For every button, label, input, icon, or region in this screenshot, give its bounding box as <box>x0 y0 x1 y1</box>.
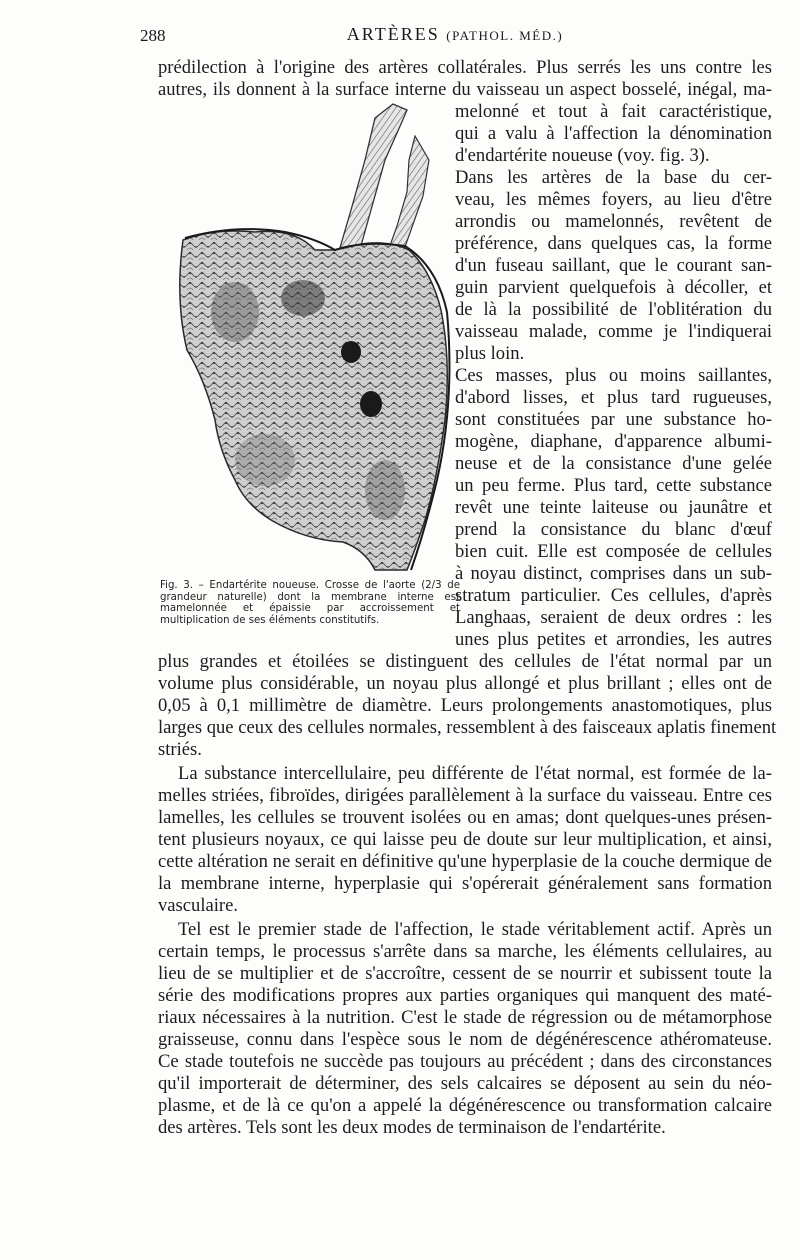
text-line: d'abord lisses, et plus tard rugueuses, <box>455 387 772 408</box>
text-line: lamelles, les cellules se trouvent isolées ou en amas; dont quelques-unes présen- <box>158 807 772 828</box>
text-line: unes plus petites et arrondies, les autres <box>455 629 772 650</box>
text-line: qui a valu à l'affection la dénomination <box>455 123 772 144</box>
text-line: plasme, et de là ce qu'on a appelé la dégénérescence ou transformation calcaire <box>158 1095 772 1116</box>
text-line: qu'il importerait de déterminer, des sels calcaires se déposent au sein du néo- <box>158 1073 772 1094</box>
text-line: neuse et de la consistance d'une gelée <box>455 453 772 474</box>
text-line: cette altération ne serait en définitive qu'une hyperplasie de la couche dermique de <box>158 851 772 872</box>
page-number: 288 <box>140 26 166 45</box>
text-line: lieu de se multiplier et de s'accroître, cessent de se nourrir et subissent toute la <box>158 963 772 984</box>
text-line: bien cuit. Elle est composée de cellules <box>455 541 772 562</box>
text-line: melonné et tout à fait caractéristique, <box>455 101 772 122</box>
text-line: larges que ceux des cellules normales, ressemblent à des faisceaux aplatis finement <box>158 717 777 738</box>
text-line: sont constituées par une substance ho- <box>455 409 772 430</box>
text-line: à noyau distinct, comprises dans un sub- <box>455 563 772 584</box>
text-line: riaux nécessaires à la nutrition. C'est le stade de régression ou de métamorphose <box>158 1007 772 1028</box>
text-line: mogène, diaphane, d'apparence albumi- <box>455 431 772 452</box>
text-line: la membrane interne, hyperplasie qui s'opérerait généralement sans formation <box>158 873 772 894</box>
text-line: préférence, dans quelques cas, la forme <box>455 233 772 254</box>
text-line: graisseuse, connu dans l'espèce sous le nom de dégénérescence athéromateuse. <box>158 1029 772 1050</box>
text-line: Tel est le premier stade de l'affection, le stade véritablement actif. Après un <box>178 919 772 940</box>
text-line: Ces masses, plus ou moins saillantes, <box>455 365 772 386</box>
text-line: des artères. Tels sont les deux modes de terminaison de l'endartérite. <box>158 1117 666 1138</box>
text-line: prédilection à l'origine des artères collatérales. Plus serrés les uns contre les <box>158 57 772 78</box>
text-line: Langhaas, seraient de deux ordres : les <box>455 607 772 628</box>
text-line: tent plusieurs noyaux, ce qui laisse peu de doute sur leur multiplication, et ainsi, <box>158 829 772 850</box>
text-line: veau, les mêmes foyers, au lieu d'être <box>455 189 772 210</box>
aorta-illustration <box>175 100 465 580</box>
text-line: stratum particulier. Ces cellules, d'après <box>455 585 772 606</box>
text-line: 0,05 à 0,1 millimètre de diamètre. Leurs prolongements anastomotiques, plus <box>158 695 772 716</box>
text-line: certain temps, le processus s'arrête dans sa marche, les éléments cellulaires, au <box>158 941 772 962</box>
text-line: prend la consistance du blanc d'œuf <box>455 519 772 540</box>
text-line: guin parvient quelquefois à décoller, et <box>455 277 772 298</box>
text-line: série des modifications propres aux parties organiques qui manquent des maté- <box>158 985 772 1006</box>
text-line: arrondis ou mamelonnés, revêtent de <box>455 211 772 232</box>
text-line: de là la possibilité de l'oblitération du <box>455 299 772 320</box>
text-line: Ce stade toutefois ne succède pas toujours au précédent ; dans des circonstances <box>158 1051 772 1072</box>
running-head-title: ARTÈRES <box>346 24 440 44</box>
text-line: revêt une teinte laiteuse ou jaunâtre et <box>455 497 772 518</box>
text-line: d'un fuseau saillant, que le courant san- <box>455 255 772 276</box>
text-line: La substance intercellulaire, peu différente de l'état normal, est formée de la- <box>178 763 772 784</box>
text-line: volume plus considérable, un noyau plus allongé et plus brillant ; elles ont de <box>158 673 772 694</box>
running-head-subtitle: (PATHOL. MÉD.) <box>446 28 564 43</box>
text-line: Dans les artères de la base du cer- <box>455 167 772 188</box>
running-head <box>140 24 770 45</box>
text-line: striés. <box>158 739 202 760</box>
text-line: vaisseau malade, comme je l'indiquerai <box>455 321 772 342</box>
page-header <box>140 22 770 46</box>
aorta-figure <box>175 100 465 580</box>
text-line: melles striées, fibroïdes, dirigées parallèlement à la surface du vaisseau. Entre ces <box>158 785 772 806</box>
figure-caption: Fig. 3. – Endartérite noueuse. Crosse de l'aorte (2/3 de grandeur naturelle) dont la membrane interne est mamelonnée et épaissie par accroissement et multiplication de ses éléments constitutifs. <box>160 580 460 626</box>
text-line: d'endartérite noueuse (voy. fig. 3). <box>455 145 710 166</box>
text-line: vasculaire. <box>158 895 239 916</box>
text-line: autres, ils donnent à la surface interne du vaisseau un aspect bosselé, inégal, ma- <box>158 79 772 100</box>
text-line: plus grandes et étoilées se distinguent des cellules de l'état normal par un <box>158 651 772 672</box>
text-line: un peu ferme. Plus tard, cette substance <box>455 475 772 496</box>
text-line: plus loin. <box>455 343 525 364</box>
